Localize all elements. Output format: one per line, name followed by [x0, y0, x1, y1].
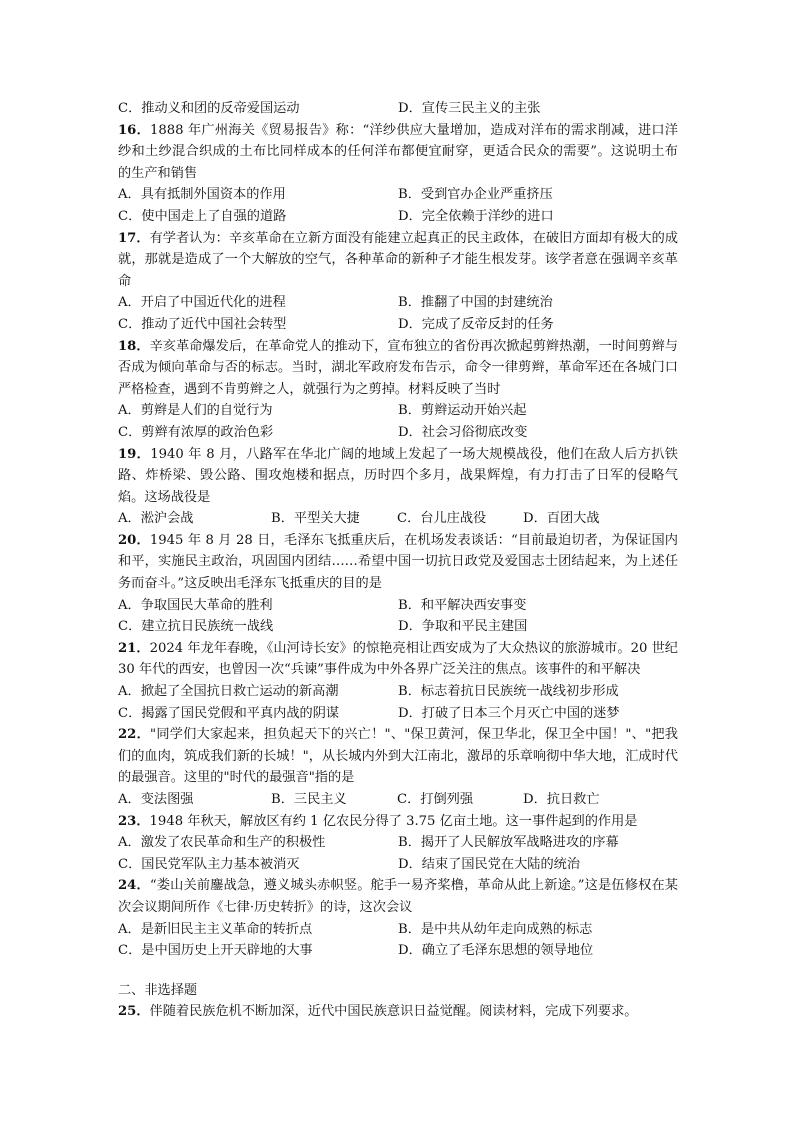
question-number: 16． [118, 122, 151, 138]
question-stem: 伴随着民族危机不断加深，近代中国民族意识日益觉醒。阅读材料，完成下列要求。 [149, 1004, 638, 1020]
question-number: 24． [118, 878, 150, 894]
q19-options [118, 508, 678, 530]
question-23 [118, 811, 678, 833]
q16-option-b[interactable]: B．受到官办企业严重挤压 [398, 187, 553, 203]
q23-option-d[interactable]: D．结束了国民党在大陆的统治 [398, 856, 581, 872]
q22-option-c[interactable]: C．打倒列强 [397, 792, 474, 807]
q18-options-row1 [118, 400, 678, 422]
question-stem: 1948 年秋天，解放区有约 1 亿农民分得了 3.75 亿亩土地。这一事件起到的作用是 [149, 813, 638, 829]
question-stem: 1888 年广州海关《贸易报告》称：“洋纱供应大量增加，造成对洋布的需求削减，进口洋纱和土纱混合织成的土布比同样成本的任何洋布都便宜耐穿，更适合民众的需要”。这说明土布的生产和销售 [118, 122, 678, 181]
q20-options-row2 [118, 616, 678, 638]
q22-options [118, 789, 678, 811]
q21-option-b[interactable]: B．标志着抗日民族统一战线初步形成 [398, 684, 619, 700]
q24-option-b[interactable]: B．是中共从幼年走向成熟的标志 [398, 921, 593, 937]
q16-option-d[interactable]: D．完全依赖于洋纱的进口 [398, 208, 554, 224]
q23-option-c[interactable]: C．国民党军队主力基本被消灭 [118, 856, 300, 872]
q18-option-b[interactable]: B．剪辫运动开始兴起 [398, 403, 527, 419]
q21-options-row1 [118, 681, 678, 703]
section-gap [118, 962, 678, 980]
q19-option-a[interactable]: A．淞沪会战 [118, 511, 194, 527]
question-17 [118, 228, 678, 293]
exam-page [118, 98, 678, 1023]
q23-options-row2 [118, 854, 678, 876]
question-18 [118, 336, 678, 401]
q23-option-b[interactable]: B．揭开了人民解放军战略进攻的序幕 [398, 835, 619, 851]
question-25 [118, 1001, 678, 1023]
q17-options-row1 [118, 292, 678, 314]
question-16 [118, 120, 678, 185]
question-number: 22． [118, 727, 151, 743]
q19-option-d[interactable]: D．百团大战 [523, 511, 600, 527]
question-stem: 辛亥革命爆发后，在革命党人的推动下，宣布独立的省份再次掀起剪辫热潮，一时间剪辫与否成为倾向革命与否的标志。当时，湖北军政府发布告示，命令一律剪辫，革命军还在各城门口严格检查，遇到不肯剪辫之人，就强行为之剪掉。材料反映了当时 [118, 338, 678, 397]
q17-options-row2 [118, 314, 678, 336]
q18-option-c[interactable]: C．剪辫有浓厚的政治色彩 [118, 424, 274, 440]
q19-option-b[interactable]: B．平型关大捷 [271, 511, 360, 527]
q17-option-b[interactable]: B．推翻了中国的封建统治 [398, 295, 553, 311]
q23-option-a[interactable]: A．激发了农民革命和生产的积极性 [118, 835, 326, 851]
question-number: 23． [118, 813, 150, 829]
q22-option-b[interactable]: B．三民主义 [271, 792, 347, 807]
q24-options-row1 [118, 919, 678, 941]
question-number: 17． [118, 230, 150, 246]
q21-options-row2 [118, 703, 678, 725]
q19-option-c[interactable]: C．台儿庄战役 [397, 511, 487, 527]
q15-options [118, 98, 678, 120]
question-number: 18． [118, 338, 150, 354]
q16-option-a[interactable]: A．具有抵制外国资本的作用 [118, 187, 286, 203]
q17-option-d[interactable]: D．完成了反帝反封的任务 [398, 316, 554, 332]
question-21 [118, 638, 678, 681]
question-number: 20． [118, 532, 150, 548]
q18-option-d[interactable]: D．社会习俗彻底改变 [398, 424, 528, 440]
q21-option-c[interactable]: C．揭露了国民党假和平真内战的阴谋 [118, 705, 340, 721]
question-stem: "同学们大家起来，担负起天下的兴亡！"、"保卫黄河，保卫华北，保卫全中国！"、"把我们的血肉，筑成我们新的长城！"，从长城内外到大江南北，激昂的乐章响彻中华大地，汇成时代的最强音。这里的"时代的最强音"指的是 [118, 727, 678, 786]
question-24 [118, 875, 678, 918]
section-heading: 二、非选择题 [118, 982, 198, 998]
q15-option-c[interactable]: C．推动义和团的反帝爱国运动 [118, 101, 300, 116]
question-stem: 有学者认为：辛亥革命在立新方面没有能建立起真正的民主政体，在破旧方面却有极大的成就，那就是造成了一个大解放的空气，各种革命的新种子才能生根发芽。该学者意在强调辛亥革命 [118, 230, 678, 289]
q20-options-row1 [118, 595, 678, 617]
q20-option-d[interactable]: D．争取和平民主建国 [398, 619, 528, 635]
question-stem: “娄山关前鏖战急，遵义城头赤帜竖。舵手一易齐桨橹，革命从此上新途。”这是伍修权在某次会议期间所作《七律·历史转折》的诗，这次会议 [118, 878, 678, 915]
q24-options-row2 [118, 940, 678, 962]
q23-options-row1 [118, 832, 678, 854]
question-stem: 1945 年 8 月 28 日，毛泽东飞抵重庆后，在机场发表谈话：“目前最迫切者，为保证国内和平，实施民主政治，巩固国内团结……希望中国一切抗日政党及爱国志士团结起来，为上述任务而奋斗。”这反映出毛泽东飞抵重庆的目的是 [118, 532, 678, 592]
question-20 [118, 530, 678, 595]
q16-option-c[interactable]: C．使中国走上了自强的道路 [118, 208, 287, 224]
question-stem: 1940 年 8 月，八路军在华北广阔的地域上发起了一场大规模战役，他们在敌人后方扒铁路、炸桥梁、毁公路、围攻炮楼和据点，历时四个多月，战果辉煌，有力打击了日军的侵略气焰。这场战役是 [118, 446, 678, 505]
q16-options-row2 [118, 206, 678, 228]
q17-option-c[interactable]: C．推动了近代中国社会转型 [118, 316, 287, 332]
q22-option-d[interactable]: D．抗日救亡 [523, 792, 600, 807]
q21-option-a[interactable]: A．掀起了全国抗日救亡运动的新高潮 [118, 684, 339, 700]
q18-option-a[interactable]: A．剪辫是人们的自觉行为 [118, 403, 273, 419]
q22-option-a[interactable]: A．变法图强 [118, 792, 194, 807]
q18-options-row2 [118, 422, 678, 444]
question-number: 21． [118, 640, 150, 656]
question-number: 25． [118, 1004, 150, 1020]
question-19 [118, 444, 678, 509]
q20-option-b[interactable]: B．和平解决西安事变 [398, 597, 527, 613]
question-22 [118, 724, 678, 789]
q15-option-d[interactable]: D．宣传三民主义的主张 [398, 101, 541, 116]
q24-option-a[interactable]: A．是新旧民主主义革命的转折点 [118, 921, 313, 937]
q24-option-d[interactable]: D．确立了毛泽东思想的领导地位 [398, 943, 594, 959]
q17-option-a[interactable]: A．开启了中国近代化的进程 [118, 295, 286, 311]
q20-option-a[interactable]: A．争取国民大革命的胜利 [118, 597, 273, 613]
q16-options-row1 [118, 184, 678, 206]
question-stem: 2024 年龙年春晚，《山河诗长安》的惊艳亮相让西安成为了大众热议的旅游城市。20 世纪 30 年代的西安，也曾因一次“兵谏”事件成为中外各界广泛关注的焦点。该事件的和平解决 [118, 640, 678, 678]
q21-option-d[interactable]: D．打破了日本三个月灭亡中国的迷梦 [398, 705, 620, 721]
q24-option-c[interactable]: C．是中国历史上开天辟地的大事 [118, 943, 313, 959]
q20-option-c[interactable]: C．建立抗日民族统一战线 [118, 619, 274, 635]
question-number: 19． [118, 446, 151, 462]
